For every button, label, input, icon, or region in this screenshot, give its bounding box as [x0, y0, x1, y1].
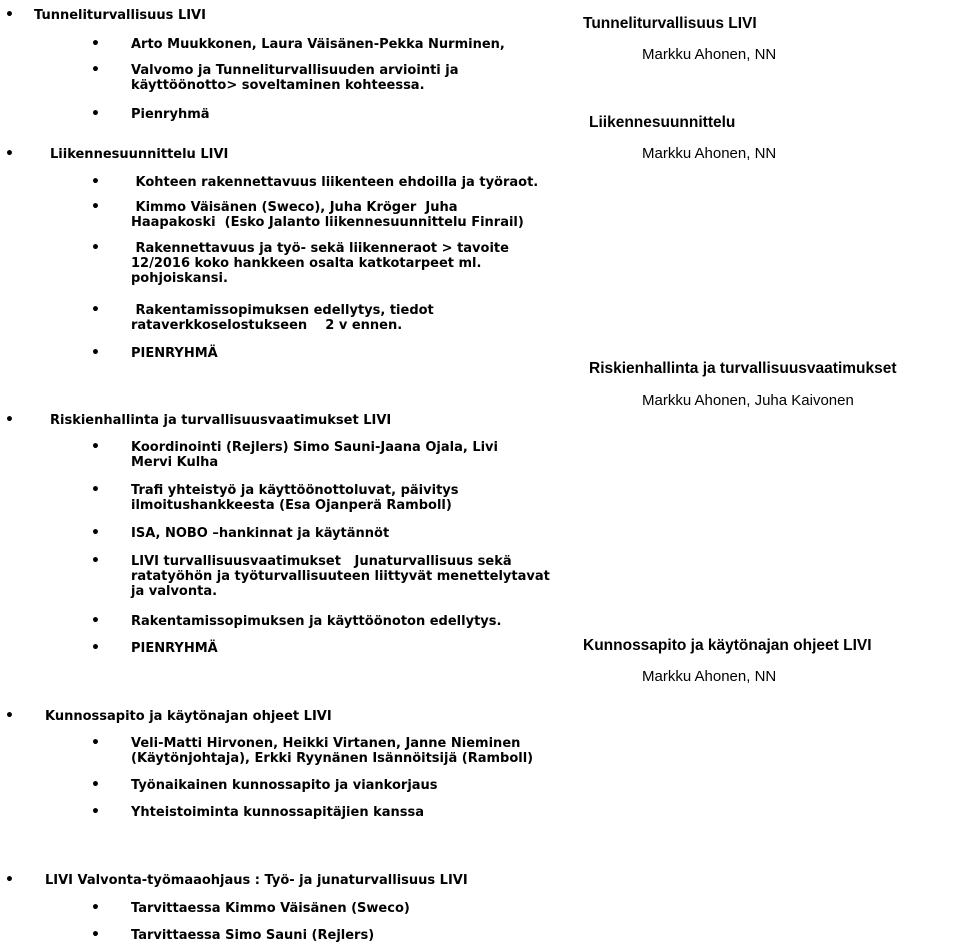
list-item: ISA, NOBO –hankinnat ja käytännöt: [131, 526, 390, 541]
bullet: •: [5, 412, 14, 428]
list-item: Rakennettavuus ja työ- sekä liikenneraot > tavoite 12/2016 koko hankkeen osalta katkotarpeet ml. pohjoiskansi.: [131, 241, 509, 286]
bullet: •: [91, 482, 100, 498]
list-item: Yhteistoiminta kunnossapitäjien kanssa: [131, 805, 425, 820]
list-item: Veli-Matti Hirvonen, Heikki Virtanen, Janne Nieminen (Käytönjohtaja), Erkki Ryynänen Isännöitsijä (Ramboll): [131, 736, 534, 766]
right-person-tunnel: Markku Ahonen, NN: [642, 46, 777, 63]
right-person-maintenance: Markku Ahonen, NN: [642, 668, 777, 685]
bullet: •: [91, 804, 100, 820]
section-heading-traffic: Liikennesuunnittelu LIVI: [50, 147, 229, 162]
bullet: •: [91, 174, 100, 190]
list-item: PIENRYHMÄ: [131, 641, 218, 656]
list-item: Pienryhmä: [131, 107, 210, 122]
bullet: •: [91, 525, 100, 541]
bullet: •: [5, 708, 14, 724]
bullet: •: [91, 199, 100, 215]
bullet: •: [91, 36, 100, 52]
bullet: •: [91, 777, 100, 793]
list-item: LIVI turvallisuusvaatimukset Junaturvallisuus sekä ratatyöhön ja työturvallisuuteen liittyvät menettelytavat ja valvonta.: [131, 554, 550, 599]
section-heading-tunnel: Tunneliturvallisuus LIVI: [34, 8, 206, 23]
list-item: Työnaikainen kunnossapito ja viankorjaus: [131, 778, 438, 793]
list-item: Trafi yhteistyö ja käyttöönottoluvat, päivitys ilmoitushankkeesta (Esa Ojanperä Ramboll): [131, 483, 459, 513]
section-heading-supervision: LIVI Valvonta-työmaaohjaus : Työ- ja junaturvallisuus LIVI: [45, 873, 468, 888]
bullet: •: [91, 640, 100, 656]
bullet: •: [5, 872, 14, 888]
bullet: •: [91, 735, 100, 751]
right-title-tunnel: Tunneliturvallisuus LIVI: [583, 15, 757, 32]
list-item: Koordinointi (Rejlers) Simo Sauni-Jaana Ojala, Livi Mervi Kulha: [131, 440, 498, 470]
list-item: Rakentamissopimuksen ja käyttöönoton edellytys.: [131, 614, 502, 629]
bullet: •: [91, 900, 100, 916]
list-item: Kimmo Väisänen (Sweco), Juha Kröger Juha Haapakoski (Esko Jalanto liikennesuunnittelu Finrail): [131, 200, 524, 230]
bullet: •: [91, 302, 100, 318]
list-item: PIENRYHMÄ: [131, 346, 218, 361]
right-person-traffic: Markku Ahonen, NN: [642, 145, 777, 162]
right-title-traffic: Liikennesuunnittelu: [589, 114, 736, 131]
bullet: •: [91, 240, 100, 256]
bullet: •: [91, 613, 100, 629]
list-item: Arto Muukkonen, Laura Väisänen-Pekka Nurminen,: [131, 37, 505, 52]
bullet: •: [91, 439, 100, 455]
section-heading-risk: Riskienhallinta ja turvallisuusvaatimukset LIVI: [50, 413, 392, 428]
section-heading-maintenance: Kunnossapito ja käytönajan ohjeet LIVI: [45, 709, 332, 724]
bullet: •: [5, 146, 14, 162]
list-item: Tarvittaessa Kimmo Väisänen (Sweco): [131, 901, 410, 916]
bullet: •: [91, 553, 100, 569]
right-person-risk: Markku Ahonen, Juha Kaivonen: [642, 392, 854, 409]
bullet: •: [5, 7, 14, 23]
list-item: Kohteen rakennettavuus liikenteen ehdoilla ja työraot.: [131, 175, 539, 190]
list-item: Rakentamissopimuksen edellytys, tiedot rataverkkoselostukseen 2 v ennen.: [131, 303, 434, 333]
list-item: Tarvittaessa Simo Sauni (Rejlers): [131, 928, 375, 943]
list-item: Valvomo ja Tunneliturvallisuuden arviointi ja käyttöönotto> soveltaminen kohteessa.: [131, 63, 459, 93]
bullet: •: [91, 345, 100, 361]
bullet: •: [91, 106, 100, 122]
right-title-risk: Riskienhallinta ja turvallisuusvaatimukset: [589, 360, 897, 377]
bullet: •: [91, 927, 100, 943]
right-title-maintenance: Kunnossapito ja käytönajan ohjeet LIVI: [583, 637, 872, 654]
bullet: •: [91, 62, 100, 78]
